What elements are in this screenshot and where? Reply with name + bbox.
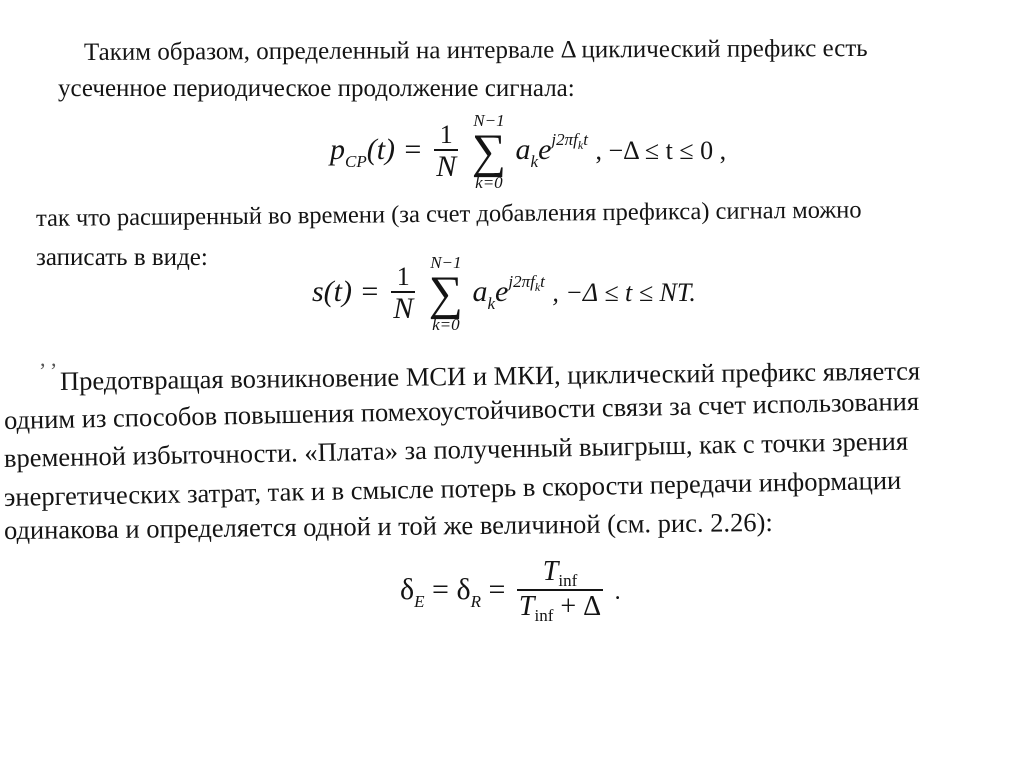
paragraph3-line5: одинакова и определяется одной и той же величиной (см. рис. 2.26): xyxy=(3,506,773,545)
formula2-condition: , −Δ ≤ t ≤ NT. xyxy=(552,277,696,307)
formula2-fraction xyxy=(391,263,415,325)
formula3-lhs2: δ xyxy=(456,572,471,606)
formula2-exp: j2πf xyxy=(508,271,535,291)
formula3-den-rest: + Δ xyxy=(553,591,602,622)
formula3-fraction xyxy=(517,558,603,626)
formula1-lhs: p xyxy=(330,132,345,166)
formula3-num-t: T xyxy=(542,556,559,587)
formula3-numerator xyxy=(517,558,603,589)
formula2-term: a xyxy=(472,274,488,308)
formula1-frac-den: N xyxy=(436,150,457,183)
paragraph3-line1: Предотвращая возникновение МСИ и МКИ, циклический префикс является xyxy=(59,355,921,396)
formula2-exp-sub: k xyxy=(534,279,541,294)
formula3-lhs1-sub: E xyxy=(414,591,425,611)
formula2-frac-den: N xyxy=(393,292,414,325)
paragraph1-line2: усеченное периодическое продолжение сигнала: xyxy=(58,75,575,102)
formula1-term-sub: k xyxy=(530,151,539,171)
formula2-exp-t: t xyxy=(540,271,545,291)
paragraph3-line4: энергетических затрат, так и в смысле потерь в скорости передачи информации xyxy=(3,464,902,512)
paragraph2-line2: записать в виде: xyxy=(36,244,208,271)
formula2-sum xyxy=(429,254,463,334)
formula1-sum-bottom: k=0 xyxy=(475,173,503,192)
paragraph3-line3: временной избыточности. «Плата» за полученный выигрыш, как с точки зрения xyxy=(3,425,909,473)
formula-redundancy xyxy=(400,558,621,626)
formula2-sum-top: N−1 xyxy=(430,253,462,272)
formula3-denominator xyxy=(517,589,603,626)
scan-marks: , , xyxy=(40,346,57,371)
formula1-term: a xyxy=(515,132,531,166)
formula3-den-t: T xyxy=(518,591,535,622)
sigma-icon: ∑ xyxy=(471,125,507,178)
formula1-lhs-sub: CP xyxy=(345,151,367,171)
formula1-exp-base: e xyxy=(538,132,552,166)
formula2-exp-base: e xyxy=(495,274,509,308)
formula3-lhs2-sub: R xyxy=(470,591,481,611)
formula1-exp-t: t xyxy=(583,129,588,149)
paragraph3-line2: одним из способов повышения помехоустойчивости связи за счет использования xyxy=(3,385,920,435)
formula1-lhs-arg: (t) = xyxy=(366,132,423,166)
formula2-term-sub: k xyxy=(487,293,496,313)
formula2-lhs: s(t) = xyxy=(312,274,380,308)
formula2-sum-bottom: k=0 xyxy=(432,315,460,334)
sigma-icon: ∑ xyxy=(428,267,463,320)
paragraph1-line1: Таким образом, определенный на интервале Δ циклический префикс есть xyxy=(83,34,868,66)
formula3-eq2: = xyxy=(488,572,506,606)
formula3-num-sub: inf xyxy=(558,571,578,590)
formula-extended-signal xyxy=(312,254,696,334)
formula1-condition: , −Δ ≤ t ≤ 0 , xyxy=(595,135,727,165)
formula1-fraction xyxy=(434,121,458,183)
formula2-frac-num: 1 xyxy=(396,262,410,291)
formula1-sum xyxy=(472,112,506,192)
formula3-end: . xyxy=(614,578,621,605)
formula3-den-sub: inf xyxy=(534,606,554,625)
formula3-eq1: = xyxy=(432,572,449,606)
formula1-sum-top: N−1 xyxy=(473,111,505,130)
formula1-frac-num: 1 xyxy=(439,120,453,149)
formula1-exp-sub: k xyxy=(577,137,584,152)
formula1-exp: j2πf xyxy=(551,129,578,149)
formula3-lhs1: δ xyxy=(400,572,415,606)
formula-cyclic-prefix xyxy=(330,112,726,192)
paragraph2-line1: так что расширенный во времени (за счет добавления префикса) сигнал можно xyxy=(35,196,862,232)
